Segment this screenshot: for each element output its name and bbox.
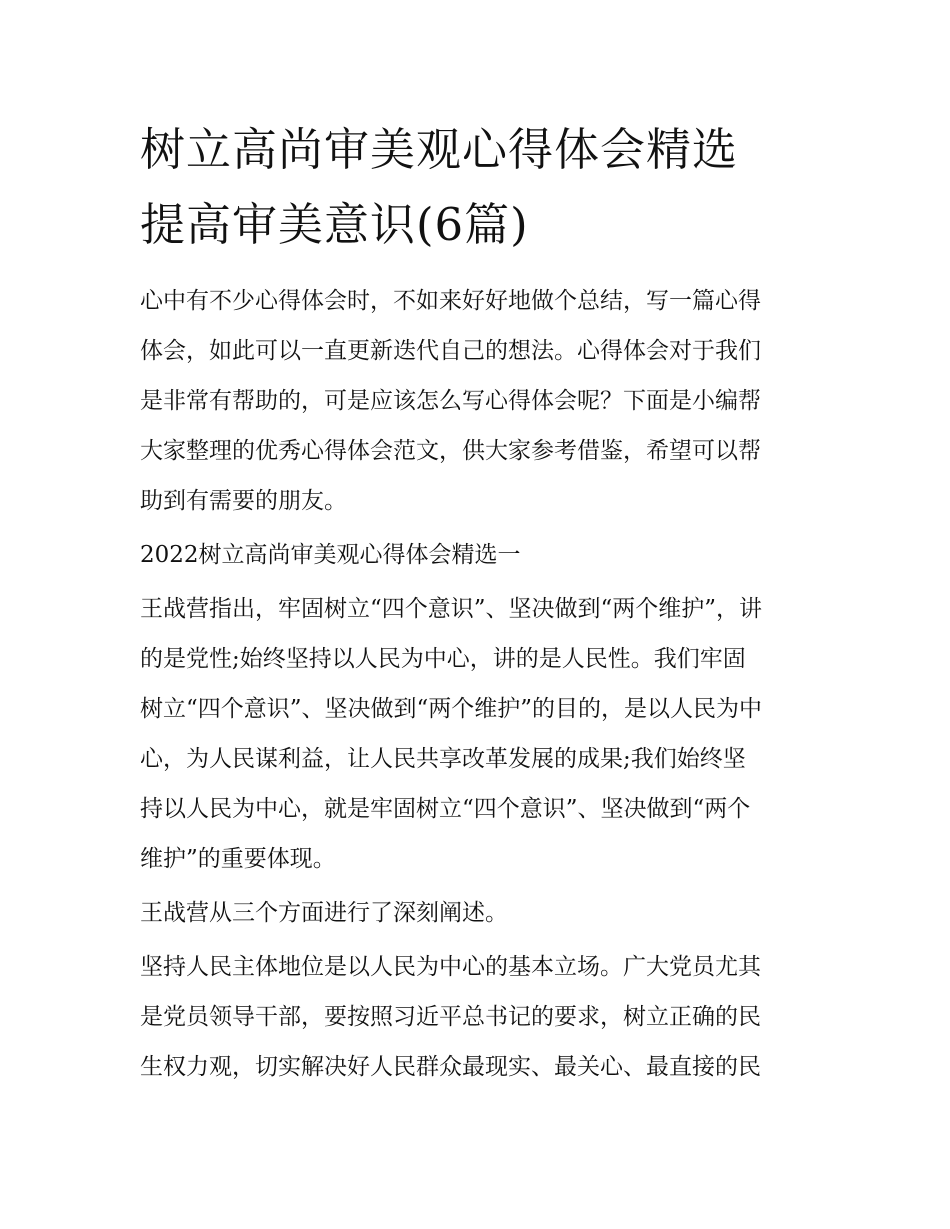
- paragraph-2: [140, 888, 830, 938]
- paragraph-1-line-2: 的是党性;始终坚持以人民为中心，讲的是人民性。我们牢固: [140, 646, 746, 672]
- paragraph-1-line-3: 树立“四个意识”、坚决做到“两个维护”的目的，是以人民为中: [140, 696, 763, 722]
- paragraph-1-line-1: 王战营指出，牢固树立“四个意识”、坚决做到“两个维护”，讲: [140, 596, 763, 622]
- section-heading: 2022树立高尚审美观心得体会精选一: [140, 542, 521, 568]
- intro-line-5: 助到有需要的朋友。: [140, 488, 347, 514]
- title-line-1: 树立高尚审美观心得体会精选: [140, 123, 739, 176]
- paragraph-2-line-1: 王战营从三个方面进行了深刻阐述。: [140, 900, 508, 926]
- intro-line-4: 大家整理的优秀心得体会范文，供大家参考借鉴，希望可以帮: [140, 438, 761, 464]
- document-body: [140, 276, 830, 1096]
- document-title: [140, 112, 830, 262]
- paragraph-3-line-3: 生权力观，切实解决好人民群众最现实、最关心、最直接的民: [140, 1054, 761, 1080]
- intro-paragraph: [140, 276, 830, 526]
- paragraph-3-line-2: 是党员领导干部，要按照习近平总书记的要求，树立正确的民: [140, 1004, 761, 1030]
- intro-line-1: 心中有不少心得体会时，不如来好好地做个总结，写一篇心得: [140, 288, 761, 314]
- intro-line-2: 体会，如此可以一直更新迭代自己的想法。心得体会对于我们: [140, 338, 761, 364]
- paragraph-3-line-1: 坚持人民主体地位是以人民为中心的基本立场。广大党员尤其: [140, 954, 761, 980]
- paragraph-1: [140, 584, 830, 884]
- intro-line-3: 是非常有帮助的，可是应该怎么写心得体会呢？下面是小编帮: [140, 388, 761, 414]
- paragraph-1-line-4: 心，为人民谋利益，让人民共享改革发展的成果;我们始终坚: [140, 746, 746, 772]
- title-line-2: 提高审美意识(6篇): [140, 198, 529, 251]
- paragraph-1-line-5: 持以人民为中心，就是牢固树立“四个意识”、坚决做到“两个: [140, 796, 751, 822]
- paragraph-1-line-6: 维护”的重要体现。: [140, 846, 336, 872]
- paragraph-3: [140, 942, 830, 1092]
